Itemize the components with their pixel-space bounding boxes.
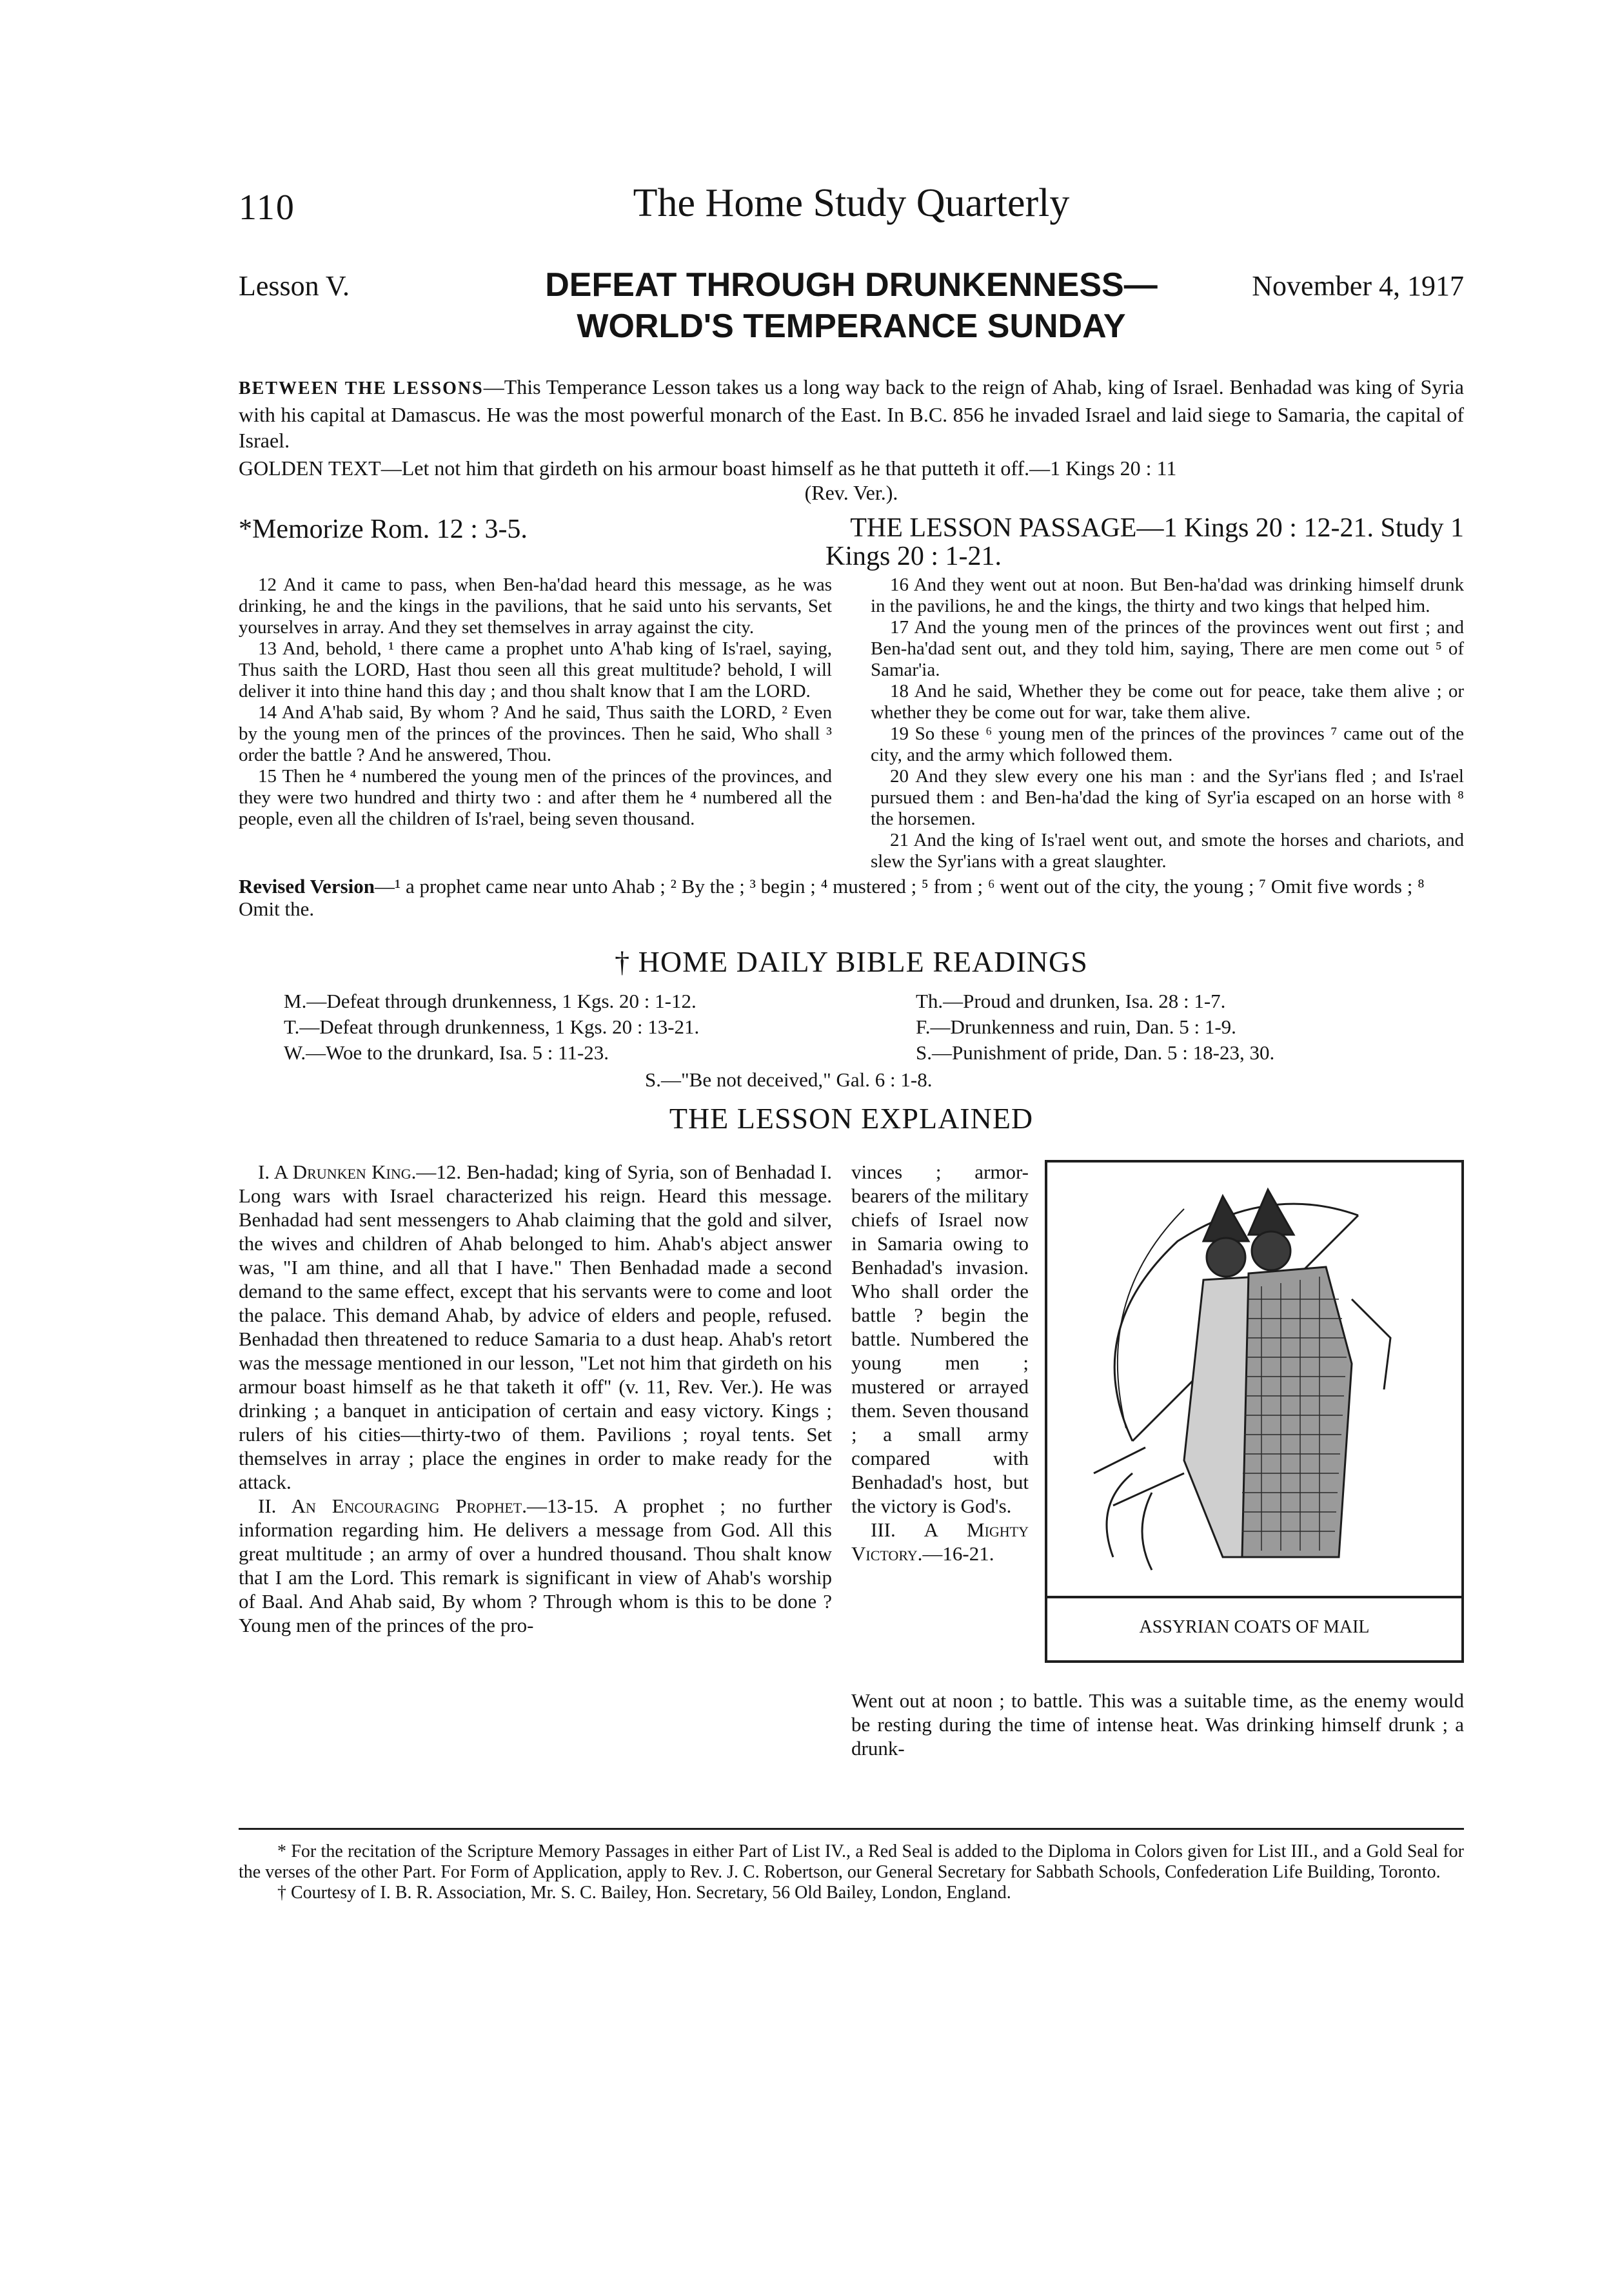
explained-paragraph-3-text: Went out at noon ; to battle. This was a suitable time, as the enemy would be resting during the time of intense heat. Was drinking himself drunk ; a drunk- <box>851 1689 1464 1760</box>
illustration-figure <box>1045 1160 1464 1663</box>
lesson-explained-title: THE LESSON EXPLAINED <box>669 1102 1034 1135</box>
between-lessons-text: —This Temperance Lesson takes us a long way back to the reign of Ahab, king of Israel. Benhadad was king of Syria with his capital at Damascus. He was the most powerful monarch of the East. In B.C. 856 he invaded Israel and laid siege to Samaria, the capital of Israel. <box>239 375 1465 452</box>
explained-middle-column <box>851 1160 1029 1565</box>
reading-item: S.—Punishment of pride, Dan. 5 : 18-23, 30. <box>916 1041 1275 1064</box>
lesson-title-bar <box>239 264 1464 361</box>
footnote: † Courtesy of I. B. R. Association, Mr. S. C. Bailey, Hon. Secretary, 56 Old Bailey, London, England. <box>277 1883 1011 1903</box>
verse: 12 And it came to pass, when Ben-ha'dad heard this message, as he was drinking, he and the kings in the pavilions, that he said unto his servants, Set yourselves in array. And they set themselves in array against the city. <box>239 574 832 638</box>
verse: 16 And they went out at noon. But Ben-ha'dad was drinking himself drunk in the pavilions, he and the kings, the thirty and two kings that helped him. <box>871 574 1464 616</box>
memorize-note: *Memorize Rom. 12 : 3-5. <box>239 515 528 544</box>
verse: 17 And the young men of the princes of the provinces went out first ; and Ben-ha'dad sent out, and they told him, saying, There are men come out ⁵ of Samar'ia. <box>871 617 1464 680</box>
lesson-title-line1: DEFEAT THROUGH DRUNKENNESS— <box>545 266 1158 304</box>
verse: 20 And they slew every one his man : and the Syr'ians fled ; and Is'rael pursued them : and Ben-ha'dad the king of Syr'ia escaped on an horse with ⁸ the horsemen. <box>871 766 1464 829</box>
lesson-passage-title-line2: Kings 20 : 1-21. <box>825 542 1002 571</box>
verses-left-column <box>239 574 832 872</box>
footnotes <box>239 1841 1464 1903</box>
paragraph-heading: III. A Mighty Victory.—16-21. <box>851 1518 1029 1565</box>
page-number: 110 <box>239 188 295 228</box>
reading-item: F.—Drunkenness and ruin, Dan. 5 : 1-9. <box>916 1016 1236 1038</box>
verse: 13 And, behold, ¹ there came a prophet unto A'hab king of Is'rael, saying, Thus saith the LORD, Hast thou seen all this great multitude? behold, I will deliver it into thine hand this day ; and thou shalt know that I am the LORD. <box>239 638 832 702</box>
lesson-explained <box>239 1141 1464 1824</box>
reading-item: W.—Woe to the drunkard, Isa. 5 : 11-23. <box>284 1041 609 1064</box>
footnote-rule <box>239 1828 1464 1830</box>
explained-paragraph-1 <box>239 1160 832 1494</box>
journal-title: The Home Study Quarterly <box>633 181 1070 225</box>
golden-text-body: GOLDEN TEXT—Let not him that girdeth on his armour boast himself as he that putteth it off.—1 Kings 20 : 11 <box>239 456 1177 480</box>
revised-version-note <box>239 875 1464 920</box>
lesson-title-line2: WORLD'S TEMPERANCE SUNDAY <box>577 308 1126 345</box>
revised-version-text: —¹ a prophet came near unto Ahab ; ² By the ; ³ begin ; ⁴ mustered ; ⁵ from ; ⁶ went out of the city, the young ; ⁷ Omit five words ; ⁸ Omit the. <box>239 875 1425 920</box>
verse: 14 And A'hab said, By whom ? And he said, Thus saith the LORD, ² Even by the young men of the princes of the provinces. Then he said, Who shall ³ order the battle ? And he answered, Thou. <box>239 702 832 765</box>
verse: 18 And he said, Whether they be come out for peace, take them alive ; or whether they be come out for war, take them alive. <box>871 681 1464 723</box>
lesson-passage-title <box>755 514 1464 571</box>
between-lessons-lead: BETWEEN THE LESSONS <box>239 378 484 398</box>
explained-paragraph-3-heading <box>851 1518 1029 1565</box>
paragraph-heading: II. An Encouraging Prophet.—13-15. <box>258 1495 599 1517</box>
verse: 15 Then he ⁴ numbered the young men of the princes of the provinces, and they were two hundred and thirty two : and after them he ⁴ numbered all the people, even all the children of Is'rael, being seven thousand. <box>239 766 832 829</box>
paragraph-heading: I. A Drunken King.—12. <box>258 1161 462 1183</box>
paragraph-text: Ben-hadad; king of Syria, son of Benhadad I. Long wars with Israel characterized his reign. Heard this message. Benhadad had sent messengers to Ahab claiming that the gold and silver, the wives and children of Ahab belonged to him. Ahab's abject answer was, "I am thine, and all that I have." Then Benhadad made a second demand to the same effect, except that his servants were to come and loot the palace. This demand Ahab, by advice of elders and people, refused. Benhadad then threatened to reduce Samaria to a dust heap. Ahab's retort was the message mentioned in our lesson, "Let not him that girdeth on his armour boast himself as he that taketh it off" (v. 11, Rev. Ver.). He was drinking ; a banquet in anticipation of certain and easy victory. Kings ; rulers of his cities—thirty-two of them. Pavilions ; royal tents. Set themselves in array ; place the engines in order to make ready for the attack. <box>239 1161 833 1493</box>
golden-text-version: (Rev. Ver.). <box>804 481 898 504</box>
reading-item: M.—Defeat through drunkenness, 1 Kgs. 20 : 1-12. <box>284 990 697 1012</box>
explained-paragraph-2 <box>239 1494 832 1637</box>
between-lessons <box>239 374 1464 453</box>
golden-text <box>239 456 1464 505</box>
lesson-passage-header <box>239 514 1464 569</box>
assyrian-soldiers-illustration <box>1055 1170 1454 1583</box>
lesson-passage-verses <box>239 574 1464 872</box>
daily-readings <box>239 989 1464 1099</box>
daily-readings-title: † HOME DAILY BIBLE READINGS <box>615 945 1088 978</box>
explained-middle-text: vinces ; armor-bearers of the military chiefs of Israel now in Samaria owing to Benhadad's invasion. Who shall order the battle ? begin the battle. Numbered the young men ; mustered or arrayed them. Seven thousand ; a small army compared with Benhadad's host, but the victory is God's. <box>851 1161 1029 1517</box>
revised-version-lead: Revised Version <box>239 875 375 898</box>
explained-bottom-right <box>851 1689 1464 1760</box>
lesson-passage-title-line1: THE LESSON PASSAGE—1 Kings 20 : 12-21. Study 1 <box>850 513 1464 543</box>
reading-item: S.—"Be not deceived," Gal. 6 : 1-8. <box>645 1068 933 1091</box>
paragraph-text: A prophet ; no further information regarding him. He delivers a message from God. All this great multitude ; an army of over a hundred thousand. Thou shalt know that I am the Lord. This remark is significant in view of Ahab's worship of Baal. And Ahab said, By whom ? Through whom is this to be done ? Young men of the princes of the pro- <box>239 1495 833 1636</box>
page <box>239 174 1464 1903</box>
lesson-date: November 4, 1917 <box>1252 270 1464 302</box>
reading-item: Th.—Proud and drunken, Isa. 28 : 1-7. <box>916 990 1226 1012</box>
explained-left-column <box>239 1160 832 1637</box>
figure-caption: ASSYRIAN COATS OF MAIL <box>1047 1596 1461 1656</box>
verse: 19 So these ⁶ young men of the princes of the provinces ⁷ came out of the city, and the army which followed them. <box>871 723 1464 765</box>
footnote: * For the recitation of the Scripture Memory Passages in either Part of List IV., a Red Seal is added to the Diploma in Colors given for List III., and a Gold Seal for the verses of the other Part. For Form of Application, apply to Rev. J. C. Robertson, our General Secretary for Sabbath Schools, Confederation Life Building, Toronto. <box>239 1841 1464 1882</box>
reading-item: T.—Defeat through drunkenness, 1 Kgs. 20 : 13-21. <box>284 1016 700 1038</box>
running-header <box>239 174 1464 239</box>
lesson-number: Lesson V. <box>239 270 350 302</box>
verses-right-column <box>871 574 1464 872</box>
verse: 21 And the king of Is'rael went out, and smote the horses and chariots, and slew the Syr'ians with a great slaughter. <box>871 830 1464 872</box>
